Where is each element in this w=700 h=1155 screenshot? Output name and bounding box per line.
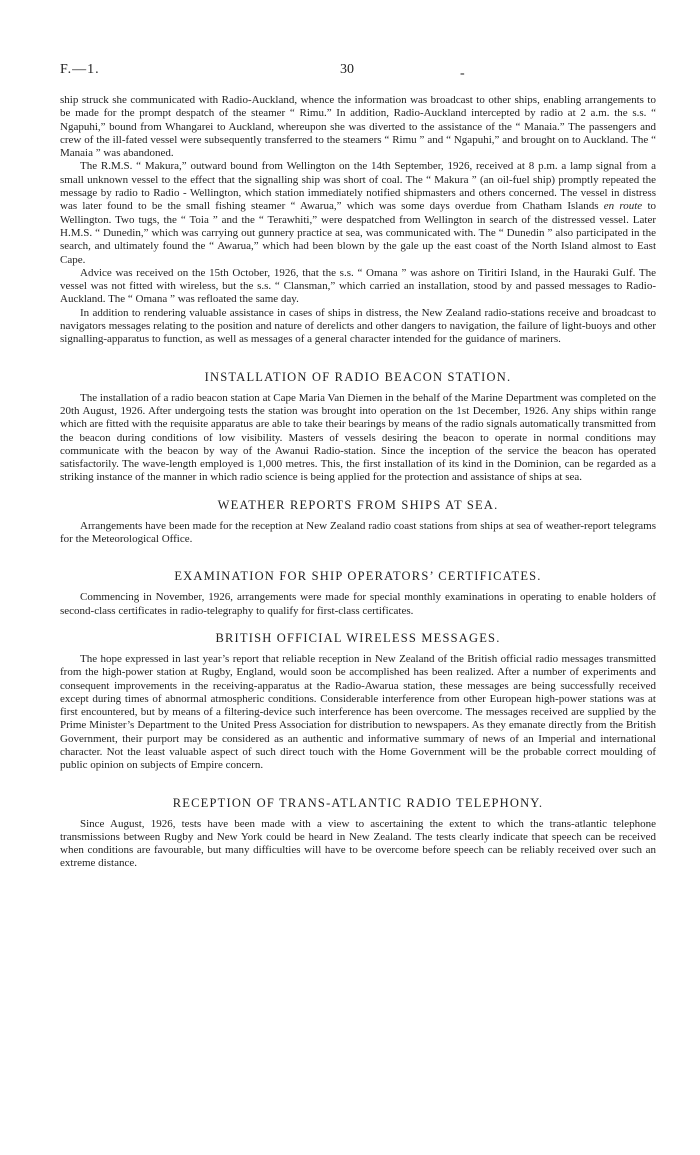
exam-paragraph: Commencing in November, 1926, arrangements were made for special monthly examinations in operating to enable holders of second-class certificates in radio-telegraphy to qualify for first-class certificates. — [60, 591, 656, 617]
british-paragraph: The hope expressed in last year’s report that reliable reception in New Zealand of the British official radio messages transmitted from the high-power station at Rugby, England, would soon be accomplished has been realized. After a number of experiments and consequent improvements in the receiving-apparatus at the Radio-Awarua station, these messages are being successfully received except during times of abnormal atmospheric conditions. Considerable interference from other European high-power stations was at first encountered, but by means of a filtering-device such interference has been overcome. The messages received are supplied by the Prime Minister’s Department to the United Press Association for distribution to newspapers. As they emanate directly from the British Government, their purport may be considered as an authentic and informative summary of news of an Imperial and international character. Not the least valuable aspect of such direct touch with the Home Government will be the probable correct moulding of public opinion on subjects of Empire concern. — [60, 652, 656, 772]
intro-paragraph-4: In addition to rendering valuable assistance in cases of ships in distress, the New Zealand radio-stations receive and broadcast to navigators messages relating to the position and nature of derelicts and other dangers to navigation, the failure of light-buoys and other signalling-apparatus to function, as well as messages of a general character intended for the guidance of mariners. — [60, 306, 656, 346]
intro-paragraph-3: Advice was received on the 15th October, 1926, that the s.s. “ Omana ” was ashore on Tiritiri Island, in the Hauraki Gulf. The vessel was not fitted with wireless, but the s.s. “ Clansman,” which carried an installation, stood by and passed messages to Radio-Auckland. The “ Omana ” was refloated the same day. — [60, 266, 656, 306]
weather-heading: WEATHER REPORTS FROM SHIPS AT SEA. — [217, 497, 499, 512]
beacon-paragraph: The installation of a radio beacon station at Cape Maria Van Diemen in the behalf of the Marine Department was completed on the 20th August, 1926. After undergoing tests the station was brought into operation on the 1st December, 1926. Any ships within range which are fitted with the requisite apparatus are able to take their bearings by means of the radio signals automatically transmitted from the beacon during conditions of low visibility. Masters of vessels desiring the beacon to operate in normal conditions may communicate with the beacon by way of the Awanui Radio-station. Since the inception of the service the beacon has operated satisfactorily. The wave-length employed is 1,000 metres. This, the first installation of its kind in the Dominion, can be regarded as a striking instance of the manner in which radio science is being applied for the protection and assistance of ships at sea. — [60, 391, 656, 484]
weather-paragraph: Arrangements have been made for the reception at New Zealand radio coast stations from ships at sea of weather-report telegrams for the Meteorological Office. — [60, 519, 656, 546]
intro-paragraph-1: ship struck she communicated with Radio-Auckland, whence the information was broadcast to other ships, enabling arrangements to be made for the prompt despatch of the steamer “ Rimu.” In addition, Radio-Auckland intercepted by radio at 2 a.m. the s.s. “ Ngapuhi,” bound from Whangarei to Auckland, whereupon she was diverted to the assistance of the “ Manaia.” The passengers and crew of the ill-fated vessel were subsequently transferred to the steamers “ Rimu ” and “ Ngapuhi,” and brought on to Auckland. The “ Manaia ” was abandoned. — [60, 94, 656, 160]
document-code: F.—1. — [60, 62, 100, 77]
transatlantic-paragraph: Since August, 1926, tests have been made with a view to ascertaining the extent to which the trans-atlantic telephone transmissions between Rugby and New York could be heard in New Zealand. The tests clearly indicate that speech can be received when conditions are favourable, but many difficulties will have to be overcome before speech can be reliably received over such an extreme distance. — [60, 817, 656, 870]
page-number: 30 — [340, 62, 354, 77]
beacon-heading: INSTALLATION OF RADIO BEACON STATION. — [204, 369, 512, 384]
document-body — [60, 94, 656, 871]
intro-p2-italic: en route — [603, 200, 643, 213]
transatlantic-heading: RECEPTION OF TRANS-ATLANTIC RADIO TELEPHONY. — [172, 795, 544, 810]
exam-heading: EXAMINATION FOR SHIP OPERATORS’ CERTIFICATES. — [174, 569, 542, 584]
intro-paragraph-2 — [60, 160, 656, 266]
header-dash: - — [460, 66, 465, 81]
page-header — [60, 62, 656, 82]
intro-p2-part-b: to Wellington. Two tugs, the “ Toia ” and the “ Terawhiti,” were despatched from Wellington in search of the distressed vessel. Later H.M.S. “ Dunedin,” which was carrying out gunnery practice at sea, was communicated with. The “ Dunedin ” also participated in the search, and ultimately found the “ Awarua,” which had been blown by the gale up the east coast of the North Island almost to East Cape. — [60, 200, 656, 266]
british-heading: BRITISH OFFICIAL WIRELESS MESSAGES. — [215, 630, 501, 645]
intro-p2-part-a: The R.M.S. “ Makura,” outward bound from Wellington on the 14th September, 1926, received at 8 p.m. a lamp signal from a small unknown vessel to the effect that the signalling ship was short of coal. The “ Makura ” (an oil-fuel ship) promptly repeated the message by radio to Radio - Wellington, which station immediately notified shipmasters and others concerned. The vessel in distress was later found to be the small fishing steamer “ Awarua,” which was some days overdue from Chatham Islands — [60, 160, 656, 213]
